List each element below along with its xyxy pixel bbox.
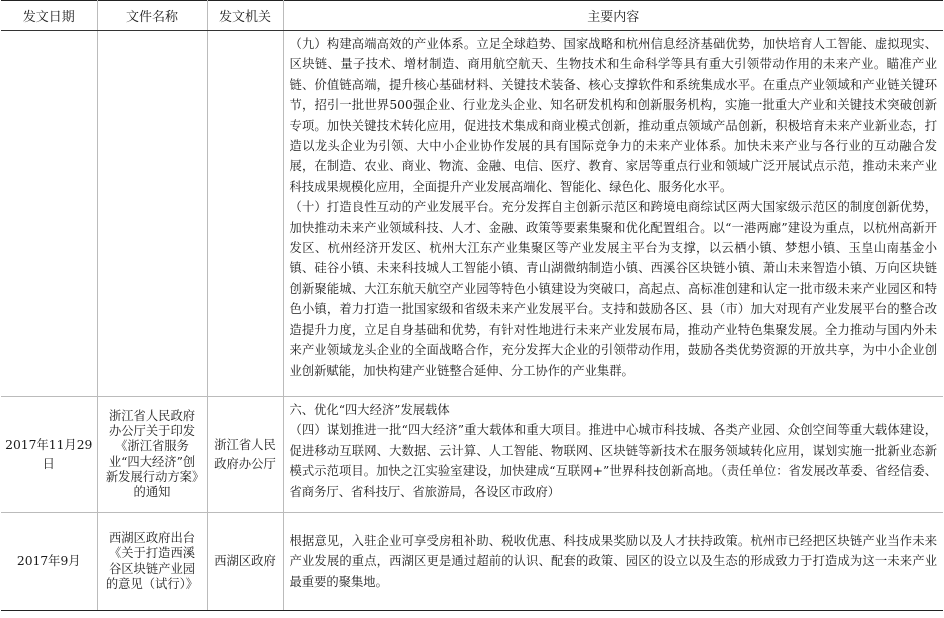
table-row (1, 397, 943, 513)
content-paragraph: （十）打造良性互动的产业发展平台。充分发挥自主创新示范区和跨境电商综试区两大国家级示范区的制度创新优势，加快推动未来产业领域科技、人才、金融、政策等要素集聚和优化配置组合。以“一港两廊”建设为重点，以杭州高新开发区、杭州经济开发区、杭州大江东产业集聚区等产业发展主平台为支撑，以云栖小镇、梦想小镇、玉皇山南基金小镇、硅谷小镇、未来科技城人工智能小镇、青山湖微纳制造小镇、西溪谷区块链小镇、萧山未来智造小镇、万向区块链创新聚能城、大江东航天航空产业园等特色小镇建设为突破口，高起点、高标准创建和认定一批市级未来产业园区和特色小镇，着力打造一批国家级和省级未来产业发展平台。支持和鼓励各区、县（市）加大对现有产业发展平台的整合改造提升力度，立足自身基础和优势，有针对性地进行未来产业发展布局，推动产业特色集聚发展。全力推动与国内外未来产业领域龙头企业的全面战略合作，充分发挥大企业的引领带动作用，鼓励各类优势资源的开放共享，为中小企业创业创新赋能，加快构建产业链整合延伸、分工协作的产业集群。 (289, 200, 937, 378)
header-issuing-org: 发文机关 (207, 1, 283, 31)
header-main-content: 主要内容 (283, 1, 943, 31)
content-paragraph: 根据意见，入驻企业可享受房租补助、税收优惠、科技成果奖励以及人才扶持政策。杭州市已经把区块链产业当作未来产业发展的重点，西湖区更是通过超前的认识、配套的政策、园区的设立以及生态的形成致力于打造成为这一未来产业最重要的聚集地。 (289, 533, 937, 589)
issuing-org-cell: 浙江省人民政府办公厅 (207, 397, 283, 513)
main-content-cell (283, 513, 943, 611)
content-paragraph: （九）构建高端高效的产业体系。立足全球趋势、国家战略和杭州信息经济基础优势，加快培育人工智能、虚拟现实、区块链、量子技术、增材制造、商用航空航天、生物技术和生命科学等具有重大引领带动作用的未来产业。瞄准产业链、价值链高端，提升核心基础材料、关键技术装备、核心支撑软件和系统集成水平。在重点产业领域和产业链关键环节，招引一批世界500强企业、行业龙头企业、知名研发机构和创新服务机构，实施一批重大产业和关键技术突破创新专项。加快关键技术转化应用，促进技术集成和商业模式创新，推动重点领域产品创新，积极培育未来产业新业态，打造以龙头企业为引领、大中小企业协作发展的具有国际竞争力的未来产业体系。加快未来产业与各行业的互动融合发展，在制造、农业、商业、物流、金融、电信、医疗、教育、家居等重点行业和领域广泛开展试点示范，推动未来产业科技成果规模化应用，全面提升产业发展高端化、智能化、绿色化、服务化水平。 (289, 37, 937, 194)
content-section-heading: 六、优化“四大经济”发展载体 (289, 403, 450, 417)
content-paragraph: （四）谋划推进一批“四大经济”重大载体和重大项目。推进中心城市科技城、各类产业园、众创空间等重大载体建设，促进移动互联网、大数据、云计算、人工智能、物联网、区块链等新技术在服务领域转化应用，谋划实施一批新业态新模式示范项目。加快之江实验室建设，加快建成“互联网+”世界科技创新高地。（责任单位：省发展改革委、省经信委、省商务厅、省科技厅、省旅游局，各设区市政府） (289, 423, 937, 499)
policy-table (1, 0, 943, 611)
date-cell: 2017年11月29日 (1, 397, 97, 513)
table-row (1, 513, 943, 611)
table-row (1, 31, 943, 397)
file-name-cell: 浙江省人民政府办公厅关于印发《浙江省服务业“四大经济”创新发展行动方案》的通知 (97, 397, 207, 513)
main-content-cell (283, 397, 943, 513)
issuing-org-cell: 西湖区政府 (207, 513, 283, 611)
header-file-name: 文件名称 (97, 1, 207, 31)
file-name-cell (97, 31, 207, 397)
date-cell (1, 31, 97, 397)
main-content-cell (283, 31, 943, 397)
date-cell: 2017年9月 (1, 513, 97, 611)
file-name-cell: 西湖区政府出台《关于打造西溪谷区块链产业园的意见（试行）》 (97, 513, 207, 611)
issuing-org-cell (207, 31, 283, 397)
header-date: 发文日期 (1, 1, 97, 31)
table-header-row (1, 1, 943, 31)
